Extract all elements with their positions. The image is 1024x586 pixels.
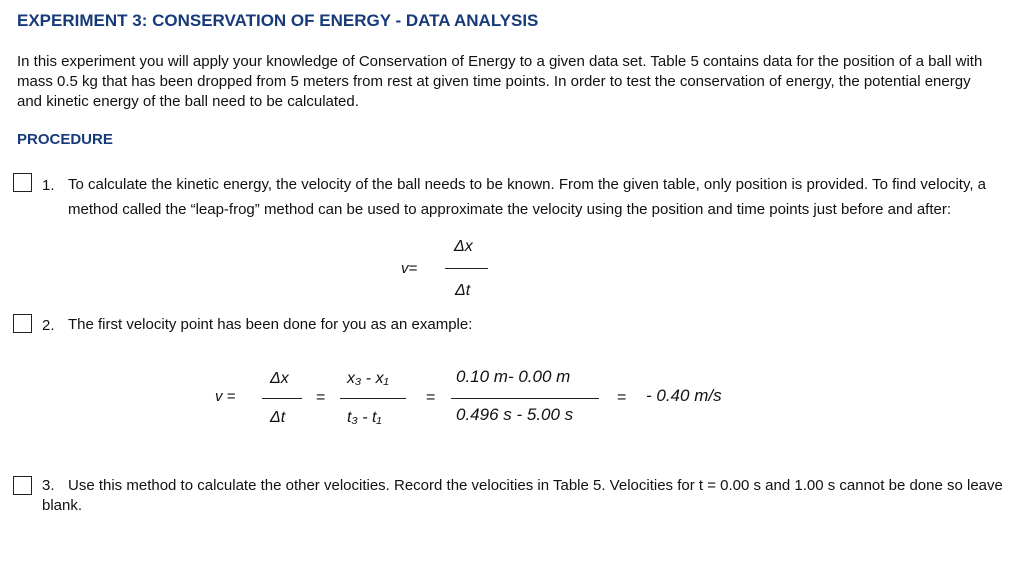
formula2-equals-3: = (617, 389, 627, 406)
formula2-result: - 0.40 m/s (646, 386, 722, 405)
page-title: EXPERIMENT 3: CONSERVATION OF ENERGY - DATA ANALYSIS (17, 11, 539, 30)
formula2-lhs: v = (215, 388, 236, 405)
step-2-number: 2. (42, 317, 55, 334)
formula2-frac2-denominator: t₃ - t₁ (347, 409, 382, 426)
formula2-equals-2: = (426, 389, 436, 406)
formula2-frac1-bar (262, 398, 302, 399)
formula1-numerator: Δx (454, 238, 473, 255)
formula2-frac3-bar (451, 398, 599, 399)
procedure-heading: PROCEDURE (17, 131, 113, 148)
formula1-lhs: v= (401, 260, 418, 277)
formula2-frac1-denominator: Δt (270, 409, 286, 426)
step-3-number: 3. (42, 477, 55, 494)
formula2-equals-1: = (316, 389, 326, 406)
intro-paragraph: In this experiment you will apply your knowledge of Conservation of Energy to a given data set. Table 5 contains data for the position of a ball with mass 0.5 kg that has been dropped from 5 meters from rest at given time points. In order to test the conservation of energy, the potential energy and kinetic energy of the ball need to be calculated. (17, 53, 983, 110)
step-1-text: To calculate the kinetic energy, the velocity of the ball needs to be known. From the given table, only position is provided. To find velocity, a method called the “leap-frog” method can be used to approximate the velocity using the position and time points just before and after: (68, 176, 987, 218)
formula2-frac2-numerator: x₃ - x₁ (347, 370, 389, 387)
step-1-checkbox[interactable] (13, 173, 32, 192)
formula2-frac2-bar (340, 398, 406, 399)
step-2-checkbox[interactable] (13, 314, 32, 333)
step-3-text: Use this method to calculate the other velocities. Record the velocities in Table 5. Velocities for t = 0.00 s and 1.00 s cannot be done so leave blank. (42, 477, 1003, 514)
formula1-fraction-bar (445, 268, 488, 269)
formula2-frac3-numerator: 0.10 m- 0.00 m (456, 367, 571, 386)
step-2-text: The first velocity point has been done for you as an example: (68, 316, 473, 333)
step-1-number: 1. (42, 177, 55, 194)
step-3-checkbox[interactable] (13, 476, 32, 495)
formula2-frac1-numerator: Δx (270, 370, 289, 387)
formula2-frac3-denominator: 0.496 s - 5.00 s (456, 405, 574, 424)
formula1-denominator: Δt (455, 282, 471, 299)
